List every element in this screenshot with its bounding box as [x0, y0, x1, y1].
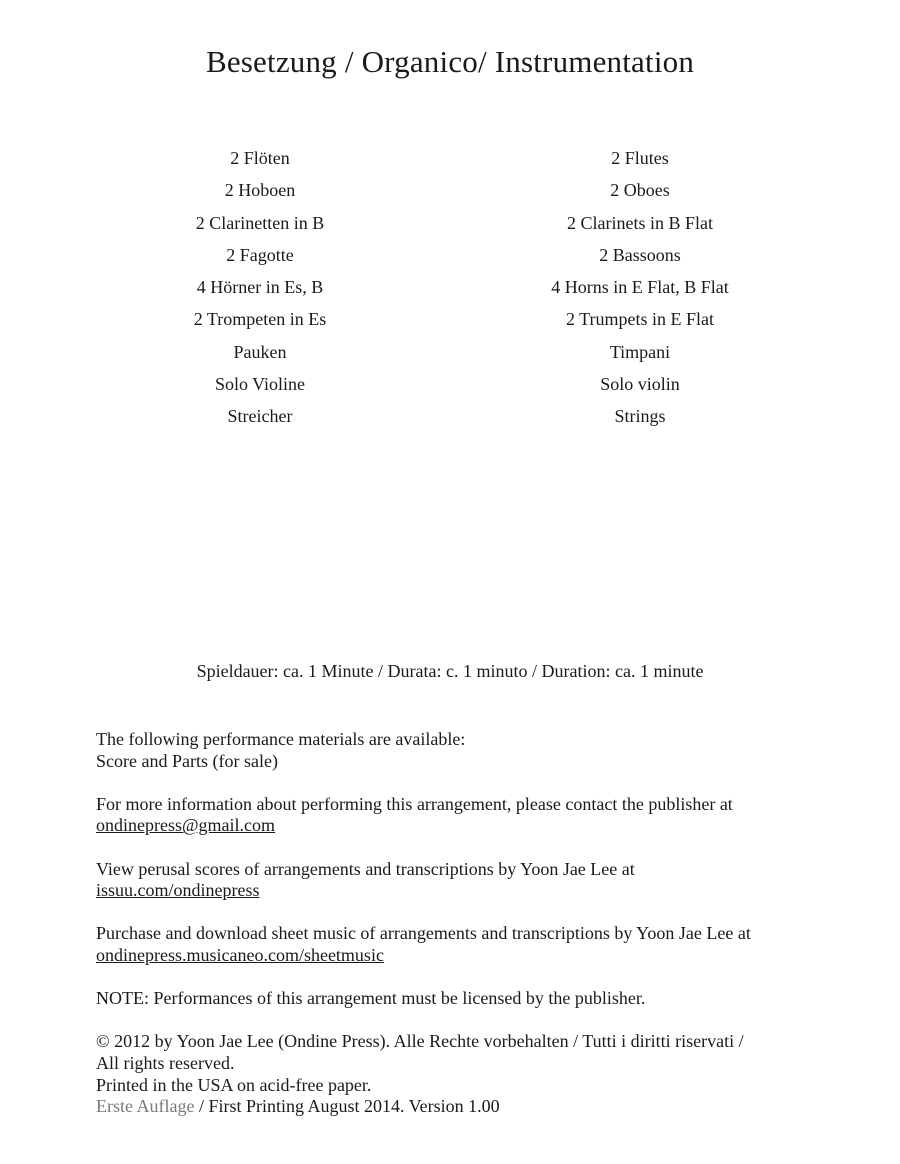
license-note: NOTE: Performances of this arrangement must be licensed by the publisher.: [96, 988, 646, 1009]
instrument-german-1: 2 Hoboen: [224, 180, 296, 201]
perusal-link[interactable]: issuu.com/ondinepress: [96, 880, 260, 901]
instrumentation-german-column: [90, 143, 430, 434]
materials-line-2: Score and Parts (for sale): [96, 750, 278, 771]
contact-email-link[interactable]: ondinepress@gmail.com: [96, 815, 276, 836]
instrument-english-4: 4 Horns in E Flat, B Flat: [551, 277, 729, 298]
purchase-text: Purchase and download sheet music of arrangements and transcriptions by Yoon Jae Lee at: [96, 923, 751, 944]
instrument-german-3: 2 Fagotte: [226, 244, 294, 265]
copyright-paragraph: [96, 1031, 816, 1117]
instrument-english-3: 2 Bassoons: [599, 244, 681, 265]
instrument-german-7: Solo Violine: [214, 374, 306, 395]
instrument-english-1: 2 Oboes: [610, 180, 670, 201]
instrument-english-0: 2 Flutes: [611, 148, 669, 168]
contact-paragraph: [96, 794, 816, 837]
perusal-text: View perusal scores of arrangements and transcriptions by Yoon Jae Lee at: [96, 858, 635, 879]
instrument-english-7: Solo violin: [600, 374, 680, 395]
instrument-german-5: 2 Trompeten in Es: [193, 309, 327, 330]
materials-paragraph: [96, 729, 816, 772]
purchase-paragraph: [96, 923, 816, 966]
publisher-info: [96, 729, 816, 1118]
instrumentation-english-column: [470, 143, 810, 434]
printed-line: Printed in the USA on acid-free paper.: [96, 1074, 372, 1095]
contact-text: For more information about performing this arrangement, please contact the publisher at: [96, 793, 733, 814]
instrument-english-6: Timpani: [609, 341, 671, 362]
purchase-link[interactable]: ondinepress.musicaneo.com/sheetmusic: [96, 944, 384, 965]
instrument-english-2: 2 Clarinets in B Flat: [567, 212, 713, 233]
page-title: Besetzung / Organico/ Instrumentation: [205, 44, 695, 79]
instrument-german-2: 2 Clarinetten in B: [195, 212, 325, 233]
materials-line-1: The following performance materials are available:: [96, 729, 466, 749]
duration-line: Spieldauer: ca. 1 Minute / Durata: c. 1 minuto / Duration: ca. 1 minute: [196, 661, 704, 681]
first-printing-text: / First Printing August 2014. Version 1.00: [194, 1096, 500, 1117]
first-edition-label: Erste Auflage: [96, 1096, 195, 1117]
instrument-english-5: 2 Trumpets in E Flat: [565, 309, 715, 330]
instrument-german-4: 4 Hörner in Es, B: [196, 277, 324, 298]
instrument-german-0: 2 Flöten: [230, 148, 290, 168]
instrument-english-8: Strings: [614, 406, 666, 427]
perusal-paragraph: [96, 859, 816, 902]
copyright-line-1: © 2012 by Yoon Jae Lee (Ondine Press). Alle Rechte vorbehalten / Tutti i diritti riservati /: [96, 1031, 744, 1052]
instrument-german-8: Streicher: [227, 406, 293, 427]
instrument-german-6: Pauken: [233, 341, 287, 362]
copyright-line-2: All rights reserved.: [96, 1052, 235, 1073]
